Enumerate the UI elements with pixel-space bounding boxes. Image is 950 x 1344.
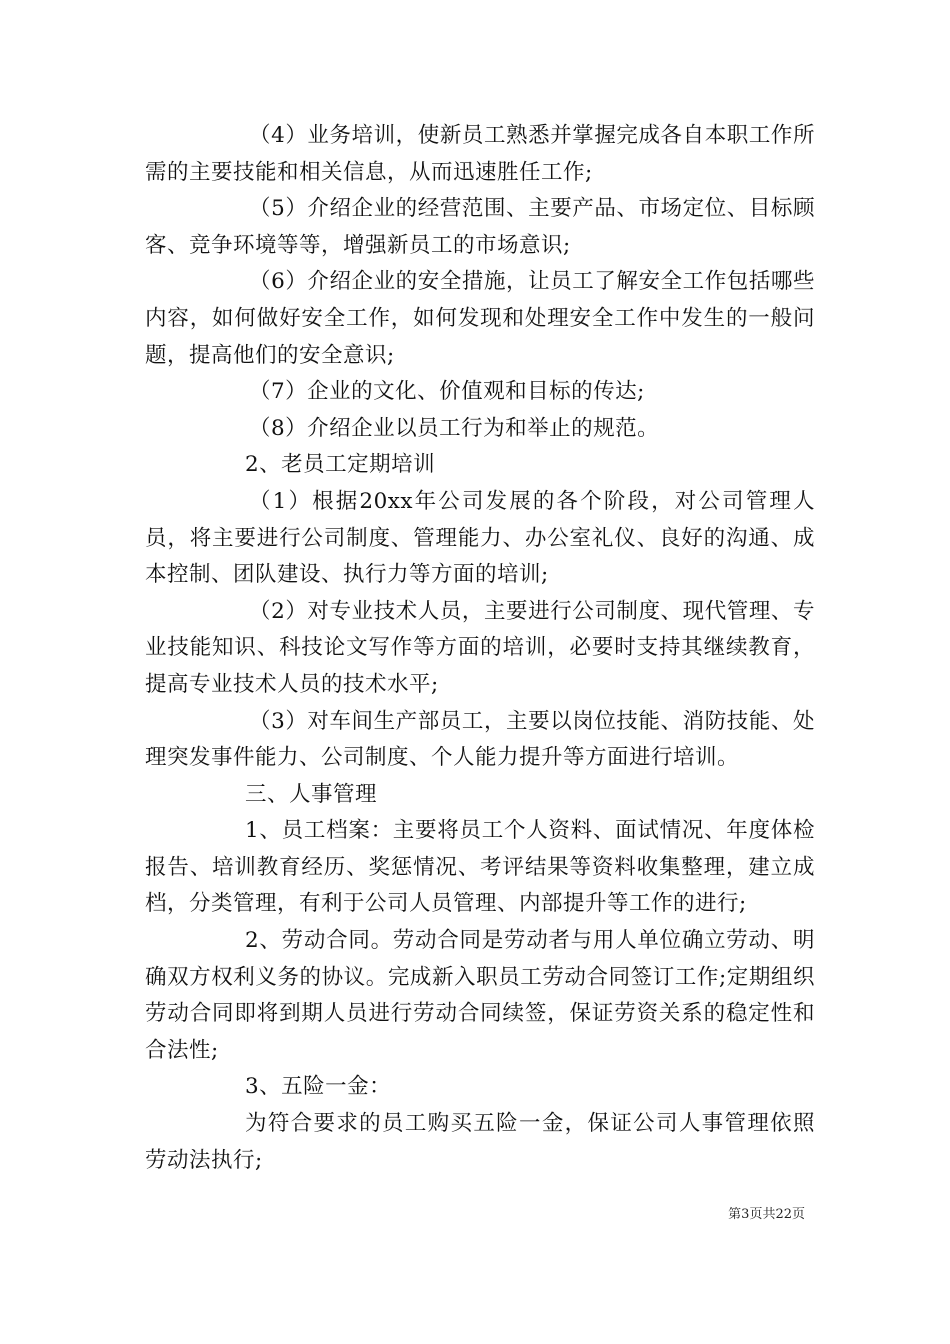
paragraph-training-item-4: （4）业务培训，使新员工熟悉并掌握完成各自本职工作所需的主要技能和相关信息，从而迅速胜任工作; xyxy=(145,123,815,185)
paragraph-training-item-6: （6）介绍企业的安全措施，让员工了解安全工作包括哪些内容，如何做好安全工作，如何发现和处理安全工作中发生的一般问题，提高他们的安全意识; xyxy=(145,269,815,368)
paragraph-training-item-5: （5）介绍企业的经营范围、主要产品、市场定位、目标顾客、竞争环境等等，增强新员工的市场意识; xyxy=(145,196,815,258)
heading-senior-staff-training: 2、老员工定期培训 xyxy=(245,452,436,478)
heading-insurance-fund: 3、五险一金： xyxy=(245,1074,392,1100)
paragraph-insurance-fund: 为符合要求的员工购买五险一金，保证公司人事管理依照劳动法执行; xyxy=(145,1111,815,1173)
document-body xyxy=(145,118,815,1179)
page-number-footer: 第3页共22页 xyxy=(728,1207,805,1222)
paragraph-training-item-8: （8）介绍企业以员工行为和举止的规范。 xyxy=(249,415,660,441)
paragraph-training-item-7: （7）企业的文化、价值观和目标的传达; xyxy=(249,379,645,405)
paragraph-senior-item-1: （1）根据20xx年公司发展的各个阶段，对公司管理人员，将主要进行公司制度、管理能力、办公室礼仪、良好的沟通、成本控制、团队建设、执行力等方面的培训; xyxy=(145,488,815,588)
paragraph-labor-contract: 2、劳动合同。劳动合同是劳动者与用人单位确立劳动、明确双方权利义务的协议。完成新入职员工劳动合同签订工作;定期组织劳动合同即将到期人员进行劳动合同续签，保证劳资关系的稳定性和合法性; xyxy=(145,928,815,1063)
paragraph-senior-item-2: （2）对专业技术人员，主要进行公司制度、现代管理、专业技能知识、科技论文写作等方面的培训，必要时支持其继续教育，提高专业技术人员的技术水平; xyxy=(145,598,815,697)
paragraph-employee-files: 1、员工档案：主要将员工个人资料、面试情况、年度体检报告、培训教育经历、奖惩情况、考评结果等资料收集整理，建立成档，分类管理，有利于公司人员管理、内部提升等工作的进行; xyxy=(145,818,815,917)
heading-personnel-management: 三、人事管理 xyxy=(245,781,378,807)
paragraph-senior-item-3: （3）对车间生产部员工，主要以岗位技能、消防技能、处理突发事件能力、公司制度、个人能力提升等方面进行培训。 xyxy=(145,708,815,771)
